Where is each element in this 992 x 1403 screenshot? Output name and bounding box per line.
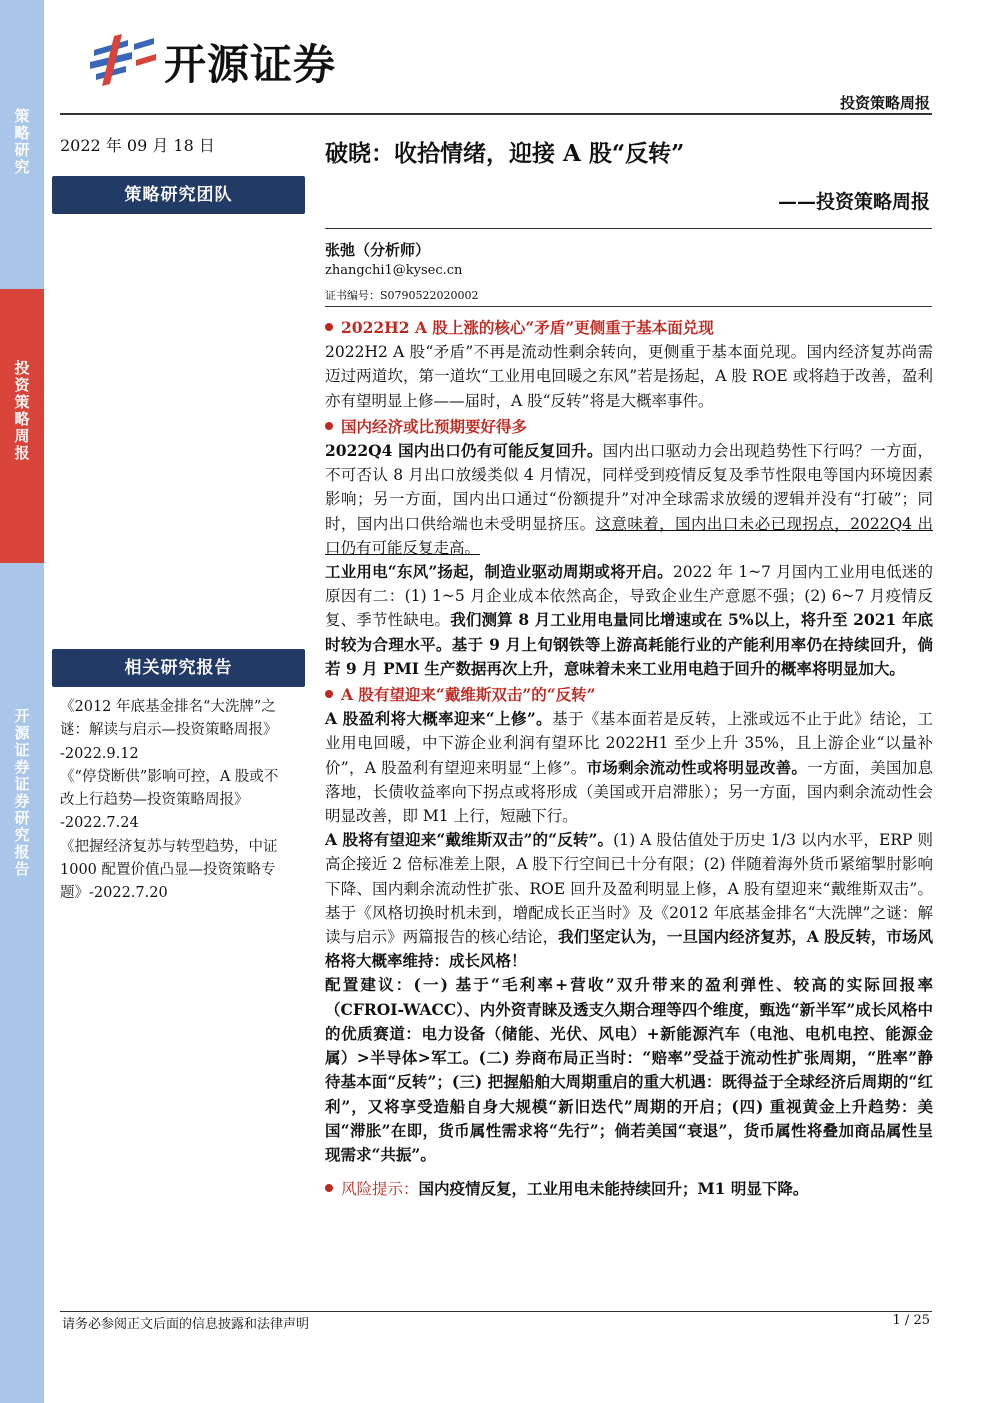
risk-note: 风险提示：国内疫情反复，工业用电未能持续回升；M1 明显下降。	[325, 1177, 933, 1201]
side-label-middle: 投资策略周报	[14, 359, 30, 462]
section-2-paragraph-2: 工业用电“东风”扬起，制造业驱动周期或将开启。2022 年 1~7 月国内工业用电低迷的原因有二：(1) 1~5 月企业成本依然高企，导致企业生产意愿不强；(2) 6~7 月疫情反复、季节性缺电。我们测算 8 月工业用电量同比增速或在 5%以上，将升至 2021 年底时较为合理水平。基于 9 月上旬钢铁等上游高耗能行业的产能利用率仍在持续回升，倘若 9 月 PMI 生产数据再次上升，意味着未来工业用电趋于回升的概率将明显加大。	[325, 562, 933, 678]
related-line: 谜：解读与启示—投资策略周报》	[60, 722, 278, 739]
related-line: 1000 配置价值凸显—投资策略专	[60, 862, 276, 879]
section-1-paragraph: 2022H2 A 股“矛盾”不再是流动性剩余转向，更侧重于基本面兑现。国内经济复苏尚需迈过两道坎，第一道坎“工业用电回暖之东风”若是扬起，A 股 ROE 或将趋于改善，盈利亦有望明显上修——届时，A 股“反转”将是大概率事件。	[325, 343, 933, 410]
author-divider	[325, 306, 932, 307]
report-date: 2022 年 09 月 18 日	[60, 136, 215, 155]
section-heading-2: 国内经济或比预期要好得多	[325, 415, 933, 439]
section-3-paragraph-2: A 股将有望迎来“戴维斯双击”的“反转”。(1) A 股估值处于历史 1/3 以内水平，ERP 则高企接近 2 倍标准差上限，A 股下行空间已十分有限；(2) 伴随着海外货币紧缩掣肘影响下降、国内剩余流动性扩张、ROE 回升及盈利明显上修，A 股有望迎来“戴维斯双击”。基于《风格切换时机未到，增配成长正当时》及《2012 年底基金排名“大洗牌”之谜：解读与启示》两篇报告的核心结论，我们坚定认为，一旦国内经济复苏，A 股反转，市场风格将大概率维持：成长风格！	[325, 830, 933, 971]
side-label-top: 策略研究	[14, 107, 30, 176]
related-reports-list	[60, 696, 316, 906]
related-line: 题》-2022.7.20	[60, 885, 168, 902]
report-subtitle: ——投资策略周报	[777, 191, 930, 213]
related-line: 《“停贷断供”影响可控，A 股或不	[60, 768, 279, 785]
section-2-paragraph-1: 2022Q4 国内出口仍有可能反复回升。国内出口驱动力会出现趋势性下行吗？一方面，不可否认 8 月出口放缓类似 4 月情况，同样受到疫情反复及季节性限电等国内环境因素影响；另一方面，国内出口通过“份额提升”对冲全球需求放缓的逻辑并没有“打破”；同时，国内出口供给端也未受明显挤压。这意味着，国内出口未必已现拐点，2022Q4 出口仍有可能反复走高。	[325, 441, 933, 557]
section-heading-1: 2022H2 A 股上涨的核心“矛盾”更侧重于基本面兑现	[325, 316, 933, 340]
bullet-icon	[325, 422, 333, 430]
bullet-icon	[325, 1184, 333, 1192]
section-3-paragraph-1: A 股盈利将大概率迎来“上修”。基于《基本面若是反转，上涨或远不止于此》结论，工业用电回暖，中下游企业利润有望环比 2022H1 至少上升 35%，且上游企业“以量补价”，A 股盈利有望迎来明显“上修”。市场剩余流动性或将明显改善。一方面，美国加息落地，长债收益率向下拐点或将形成（美国或开启滞胀）；另一方面，国内剩余流动性会明显改善，即 M1 上行，短融下行。	[325, 709, 933, 826]
footer-divider	[60, 1311, 932, 1312]
header-report-type: 投资策略周报	[839, 94, 930, 112]
related-line: 《把握经济复苏与转型趋势，中证	[60, 838, 278, 855]
report-title: 破晓：收拾情绪，迎接 A 股“反转”	[325, 140, 685, 167]
related-reports-label-box: 相关研究报告	[52, 649, 305, 687]
footer-page-number: 1 / 25	[892, 1313, 930, 1328]
section-3-paragraph-3: 配置建议：(一) 基于“毛利率+营收”双升带来的盈利弹性、较高的实际回报率（CFROI-WACC）、内外资青睐及透支久期合理等四个维度，甄选“新半军”成长风格中的优质赛道：电力设备（储能、光伏、风电）+新能源汽车（电池、电机电控、能源金属）>半导体>军工。(二) 券商布局正当时：“赔率”受益于流动性扩张周期，“胜率”静待基本面“反转”；(三) 把握船舶大周期重启的重大机遇：既得益于全球经济后周期的“红利”，又将享受造船自身大规模“新旧迭代”周期的开启；(四) 重视黄金上升趋势：美国“滞胀”在即，货币属性需求将“先行”；倘若美国“衰退”，货币属性将叠加商品属性呈现需求“共振”。	[325, 975, 933, 1164]
team-label-box: 策略研究团队	[52, 176, 305, 214]
bullet-icon	[325, 323, 333, 331]
side-strip-bottom	[0, 563, 44, 1403]
brand-logo-icon	[88, 30, 160, 88]
related-line: -2022.9.12	[60, 745, 139, 762]
title-divider	[325, 228, 932, 229]
report-body	[325, 314, 933, 1201]
author-name: 张弛（分析师）	[325, 241, 431, 259]
bullet-icon	[325, 690, 333, 698]
author-cert: 证书编号：S0790522020002	[325, 289, 479, 302]
side-label-bottom: 开源证券 证券研究报告	[14, 707, 30, 878]
author-email: zhangchi1@kysec.cn	[325, 263, 463, 278]
header-divider	[60, 113, 932, 115]
section-heading-3: A 股有望迎来“戴维斯双击”的“反转”	[325, 683, 933, 707]
brand-name: 开源证券	[164, 40, 337, 89]
footer-disclaimer: 请务必参阅正文后面的信息披露和法律声明	[62, 1317, 310, 1332]
related-line: 《2012 年底基金排名“大洗牌”之	[60, 699, 276, 715]
related-line: 改上行趋势—投资策略周报》	[60, 792, 249, 809]
related-line: -2022.7.24	[60, 815, 139, 832]
